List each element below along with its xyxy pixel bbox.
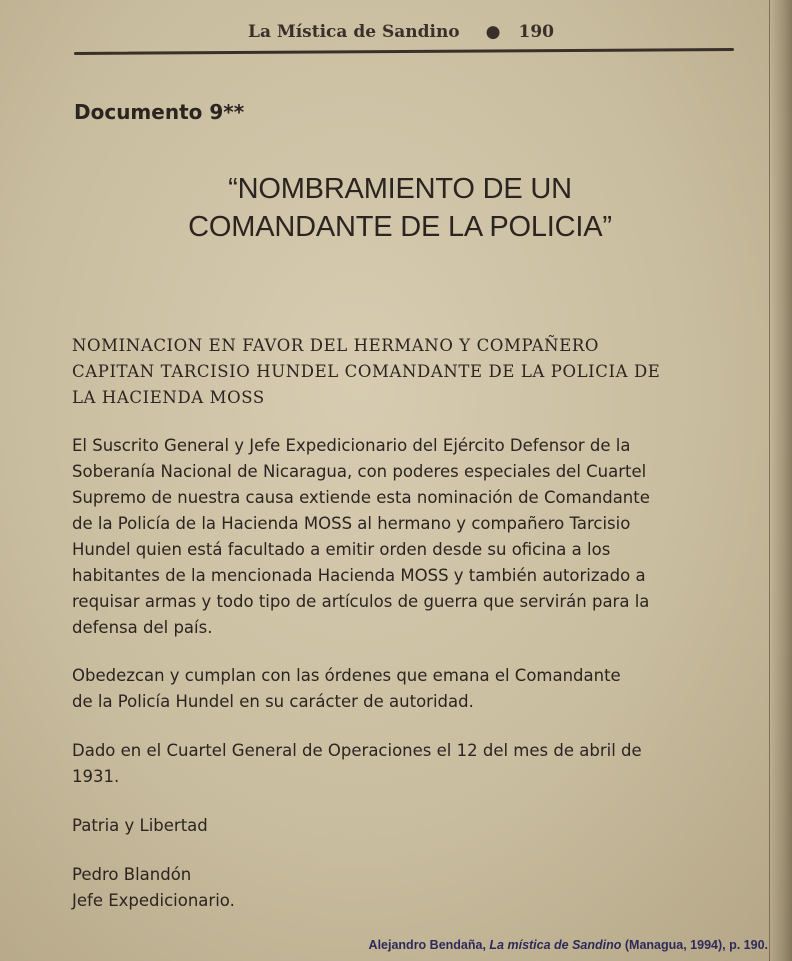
closing-motto: [72, 813, 762, 839]
nomination-line: CAPITAN TARCISIO HUNDEL COMANDANTE DE LA POLICIA DE: [72, 362, 661, 381]
bullet-separator: ●: [485, 22, 501, 42]
page-number: 190: [518, 22, 554, 42]
title-line: COMANDANTE DE LA POLICIA”: [188, 211, 612, 243]
text-line: defensa del país.: [72, 618, 213, 637]
nomination-line: NOMINACION EN FAVOR DEL HERMANO Y COMPAÑERO: [72, 336, 600, 355]
paragraph-date: [72, 738, 762, 790]
text-line: de la Policía de la Hacienda MOSS al hermano y compañero Tarcisio: [72, 514, 631, 533]
signature-block: [72, 862, 762, 914]
text-line: requisar armas y todo tipo de artículos de guerra que servirán para la: [72, 592, 650, 611]
header-rule: [74, 48, 734, 55]
running-header: [248, 22, 554, 42]
caption-book-title: La mística de Sandino: [489, 938, 622, 952]
text-line: Dado en el Cuartel General de Operaciones el 12 del mes de abril de: [72, 741, 642, 760]
paragraph-appointment: [72, 433, 762, 641]
text-line: Soberanía Nacional de Nicaragua, con poderes especiales del Cuartel: [72, 462, 647, 481]
caption-details: (Managua, 1994), p. 190.: [624, 938, 768, 952]
paragraph-orders: [72, 663, 762, 715]
title-line: “NOMBRAMIENTO DE UN: [228, 173, 572, 205]
text-line: Supremo de nuestra causa extiende esta nominación de Comandante: [72, 488, 650, 507]
document-label: Documento 9**: [74, 100, 245, 124]
caption-author: Alejandro Bendaña,: [368, 938, 486, 952]
nomination-heading: [72, 333, 762, 411]
text-line: 1931.: [72, 767, 120, 786]
closing-line: Patria y Libertad: [72, 816, 208, 835]
text-line: Hundel quien está facultado a emitir orden desde su oficina a los: [72, 540, 611, 559]
signature-role: Jefe Expedicionario.: [72, 891, 235, 910]
text-line: El Suscrito General y Jefe Expedicionario del Ejército Defensor de la: [72, 436, 631, 455]
text-line: habitantes de la mencionada Hacienda MOSS y también autorizado a: [72, 566, 646, 585]
running-title: La Mística de Sandino: [248, 22, 460, 42]
nomination-line: LA HACIENDA MOSS: [72, 388, 265, 407]
text-line: de la Policía Hundel en su carácter de autoridad.: [72, 692, 474, 711]
text-line: Obedezcan y cumplan con las órdenes que emana el Comandante: [72, 666, 621, 685]
source-caption: [369, 938, 768, 952]
page-edge-shadow: [769, 0, 792, 961]
signature-name: Pedro Blandón: [72, 865, 192, 884]
document-title: [150, 170, 650, 246]
